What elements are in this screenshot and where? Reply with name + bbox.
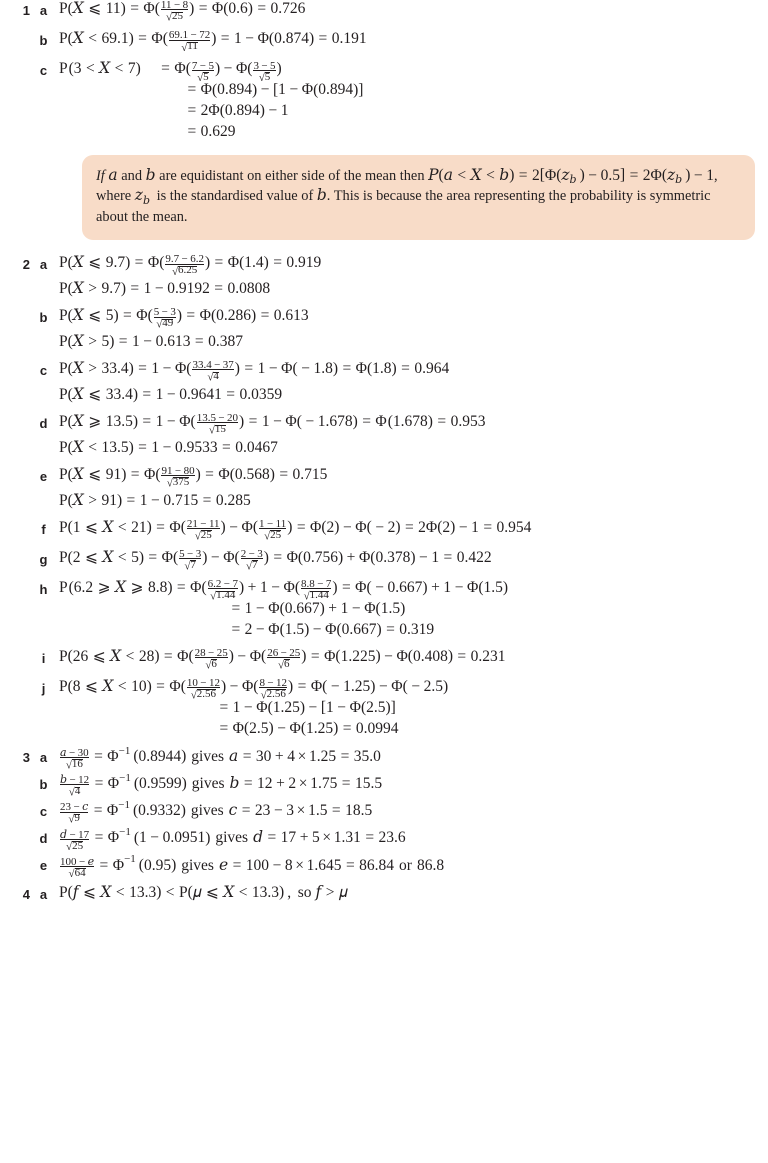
question-number-spacer	[0, 648, 30, 651]
math-line: P ( 1 ⩽ X < 21 ) = Φ ( 21 − 11 25 ) − Φ ( 1 − 11 25 ) = Φ ( 2 ) − Φ ( − 2 ) = 2 Φ ( 2 ) − 1 = 0.954	[59, 518, 532, 542]
question-block-3	[0, 744, 768, 879]
math-line: P ( X ⩽ 33.4 ) = 1 − 0.9641 = 0.0359	[59, 386, 283, 406]
math-line: = 2 Φ ( 0.894 ) − 1	[187, 102, 289, 122]
math-line: P ( 3 < X < 7 ) = Φ ( 7 − 5 5 ) − Φ ( 3 − 5 5 )	[59, 59, 282, 83]
math-line: = 1 − Φ ( 1.25 ) − [ 1 − Φ ( 2.5 ) ]	[219, 698, 396, 719]
part-letter: a	[39, 257, 48, 273]
part-letter: g	[39, 551, 48, 567]
question-number-spacer	[0, 30, 30, 33]
part-letter: c	[39, 362, 48, 378]
question-part-2a	[0, 254, 768, 298]
question-part-3d	[0, 828, 768, 850]
math-line: P ( 26 ⩽ X < 28 ) = Φ ( 28 − 25 6 ) − Φ ( 26 − 25 6 ) = Φ ( 1.225 ) − Φ ( 0.408 ) = 0.231	[59, 647, 506, 670]
question-number-spacer	[0, 360, 30, 363]
question-number-spacer	[0, 519, 30, 522]
hint-callout-box	[82, 155, 755, 240]
math-line: P ( X > 33.4 ) = 1 − Φ ( 33.4 − 37 4 ) = 1 − Φ ( − 1.8 ) = Φ ( 1.8 ) = 0.964	[59, 359, 450, 383]
question-part-2b	[0, 307, 768, 351]
math-line: P ( 2 ⩽ X < 5 ) = Φ ( 5 − 3 7 ) − Φ ( 2 − 3 7 ) = Φ ( 0.756 ) + Φ ( 0.378 ) − 1 = 0.422	[59, 548, 492, 572]
part-letter: h	[39, 581, 48, 597]
question-number-spacer	[0, 307, 30, 310]
math-line: 100 − e 64 = Φ − 1 ( 0.95 ) gives e = 100 − 8 × 1.645 = 86.84 or 86.8	[60, 853, 445, 879]
question-number: 3	[22, 749, 30, 765]
math-line: = Φ ( 0.894 ) − [ 1 − Φ ( 0.894 ) ]	[187, 81, 364, 102]
part-letter: c	[39, 63, 48, 79]
question-block-1	[0, 0, 768, 141]
part-letter: e	[39, 858, 48, 874]
math-line: = 0.629	[187, 122, 236, 140]
question-number-spacer	[0, 466, 30, 469]
question-part-2d	[0, 413, 768, 457]
part-body	[57, 60, 768, 141]
part-body	[57, 413, 768, 457]
math-line: P ( X ⩽ 5 ) = Φ ( 5 − 3 49 ) = Φ ( 0.286 ) = 0.613	[59, 306, 309, 330]
math-line: P ( X < 69.1 ) = Φ ( 69.1 − 72 11 ) = 1 − Φ ( 0.874 ) = 0.191	[59, 29, 367, 53]
question-number: 4	[22, 886, 30, 902]
part-body	[57, 360, 768, 404]
part-body	[57, 30, 768, 51]
part-letter: c	[39, 803, 48, 819]
part-body	[57, 798, 768, 825]
question-part-2j	[0, 678, 768, 738]
question-number-spacer	[0, 801, 30, 804]
math-line: P ( X ⩽ 91 ) = Φ ( 91 − 80 375 ) = Φ ( 0.568 ) = 0.715	[59, 465, 328, 489]
question-number-spacer	[0, 774, 30, 777]
question-number-spacer	[0, 549, 30, 552]
part-body	[57, 549, 768, 570]
question-part-4a	[0, 884, 768, 902]
question-part-3e	[0, 855, 768, 877]
part-body	[57, 678, 768, 738]
question-part-3c	[0, 798, 768, 825]
math-line: P ( 8 ⩽ X < 10 ) = Φ ( 10 − 12 2.56 ) − Φ ( 8 − 12 2.56 ) = Φ ( − 1.25 ) − Φ ( − 2.5 )	[59, 677, 449, 701]
part-letter: a	[39, 749, 48, 765]
part-body	[57, 648, 768, 669]
question-part-2f	[0, 519, 768, 540]
part-body	[57, 744, 768, 770]
part-letter: j	[41, 680, 46, 696]
math-line: = Φ ( 2.5 ) − Φ ( 1.25 ) = 0.0994	[219, 719, 399, 739]
question-part-2g	[0, 549, 768, 570]
part-body	[57, 519, 768, 540]
part-body	[57, 466, 768, 510]
question-part-3a	[0, 744, 768, 770]
question-part-1b	[0, 30, 768, 51]
question-block-2	[0, 254, 768, 737]
part-body	[57, 855, 768, 877]
part-body	[57, 254, 768, 298]
part-body	[57, 579, 768, 639]
math-line: P ( f ⩽ X < 13.3 ) < P ( μ ⩽ X < 13.3 ) , so f > μ	[59, 883, 348, 903]
part-letter: e	[39, 468, 48, 484]
question-number-spacer	[0, 60, 30, 63]
math-line: P ( X > 9.7 ) = 1 − 0.9192 = 0.0808	[59, 280, 271, 300]
question-number-spacer	[0, 413, 30, 416]
part-body	[57, 0, 768, 21]
part-letter: d	[39, 415, 48, 431]
question-part-2i	[0, 648, 768, 669]
question-number-spacer	[0, 678, 30, 681]
part-body	[57, 771, 768, 798]
part-letter: f	[41, 521, 46, 537]
question-part-1a	[0, 0, 768, 21]
question-number-spacer	[0, 828, 30, 831]
part-letter: d	[39, 831, 48, 847]
question-number: 2	[22, 257, 30, 273]
math-line: P ( X ⩾ 13.5 ) = 1 − Φ ( 13.5 − 20 15 ) = 1 − Φ ( − 1.678 ) = Φ ( 1.678 ) = 0.953	[59, 412, 486, 436]
math-line: b − 12 4 = Φ − 1 ( 0.9599 ) gives b = 12 + 2 × 1.75 = 15.5	[60, 771, 383, 798]
question-part-3b	[0, 771, 768, 798]
math-line: a − 30 16 = Φ − 1 ( 0.8944 ) gives a = 30 + 4 × 1.25 = 35.0	[60, 744, 381, 770]
part-letter: b	[39, 33, 48, 49]
question-part-2h	[0, 579, 768, 639]
math-line: P ( X > 91 ) = 1 − 0.715 = 0.285	[59, 491, 251, 511]
question-number-spacer	[0, 855, 30, 858]
question-number: 1	[22, 3, 30, 18]
math-line: P ( X > 5 ) = 1 − 0.613 = 0.387	[59, 333, 243, 353]
part-letter: b	[39, 776, 48, 792]
part-letter: a	[39, 3, 48, 18]
math-line: = 2 − Φ ( 1.5 ) − Φ ( 0.667 ) = 0.319	[231, 620, 435, 640]
part-letter: b	[39, 310, 48, 326]
question-block-4	[0, 884, 768, 902]
math-line: = 1 − Φ ( 0.667 ) + 1 − Φ ( 1.5 )	[231, 600, 406, 620]
part-letter: i	[41, 650, 46, 666]
question-number-spacer	[0, 579, 30, 582]
math-line: d − 17 25 = Φ − 1 ( 1 − 0.0951 ) gives d = 17 + 5 × 1.31 = 23.6	[60, 826, 406, 852]
math-line: 23 − c 9 = Φ − 1 ( 0.9332 ) gives c = 23 − 3 × 1.5 = 18.5	[60, 798, 373, 825]
question-part-2c	[0, 360, 768, 404]
math-line: P ( X ⩽ 11 ) = Φ ( 11 − 8 25 ) = Φ ( 0.6 ) = 0.726	[59, 0, 306, 23]
math-line: P ( X < 13.5 ) = 1 − 0.9533 = 0.0467	[59, 439, 278, 458]
part-body	[57, 884, 768, 902]
part-body	[57, 828, 768, 850]
part-body	[57, 307, 768, 351]
hint-text: If a and b are equidistant on either side of the mean then P ( a < X < b ) = 2 [ Φ ( z b ) − 0.5 ] = 2 Φ ( z b ) − 1 , where z b is the standardised value of b . This is because the area representing the probability is symmetric about the mean.	[96, 166, 718, 225]
math-line: P ( 6.2 ⩾ X ⩾ 8.8 ) = Φ ( 6.2 − 7 1.44 ) + 1 − Φ ( 8.8 − 7 1.44 ) = Φ ( − 0.667 ) + 1 − Φ ( 1.5 )	[59, 578, 509, 602]
math-line: P ( X ⩽ 9.7 ) = Φ ( 9.7 − 6.2 6.25 ) = Φ ( 1.4 ) = 0.919	[59, 253, 322, 277]
question-part-2e	[0, 466, 768, 510]
part-letter: a	[39, 886, 48, 902]
question-part-1c	[0, 60, 768, 141]
